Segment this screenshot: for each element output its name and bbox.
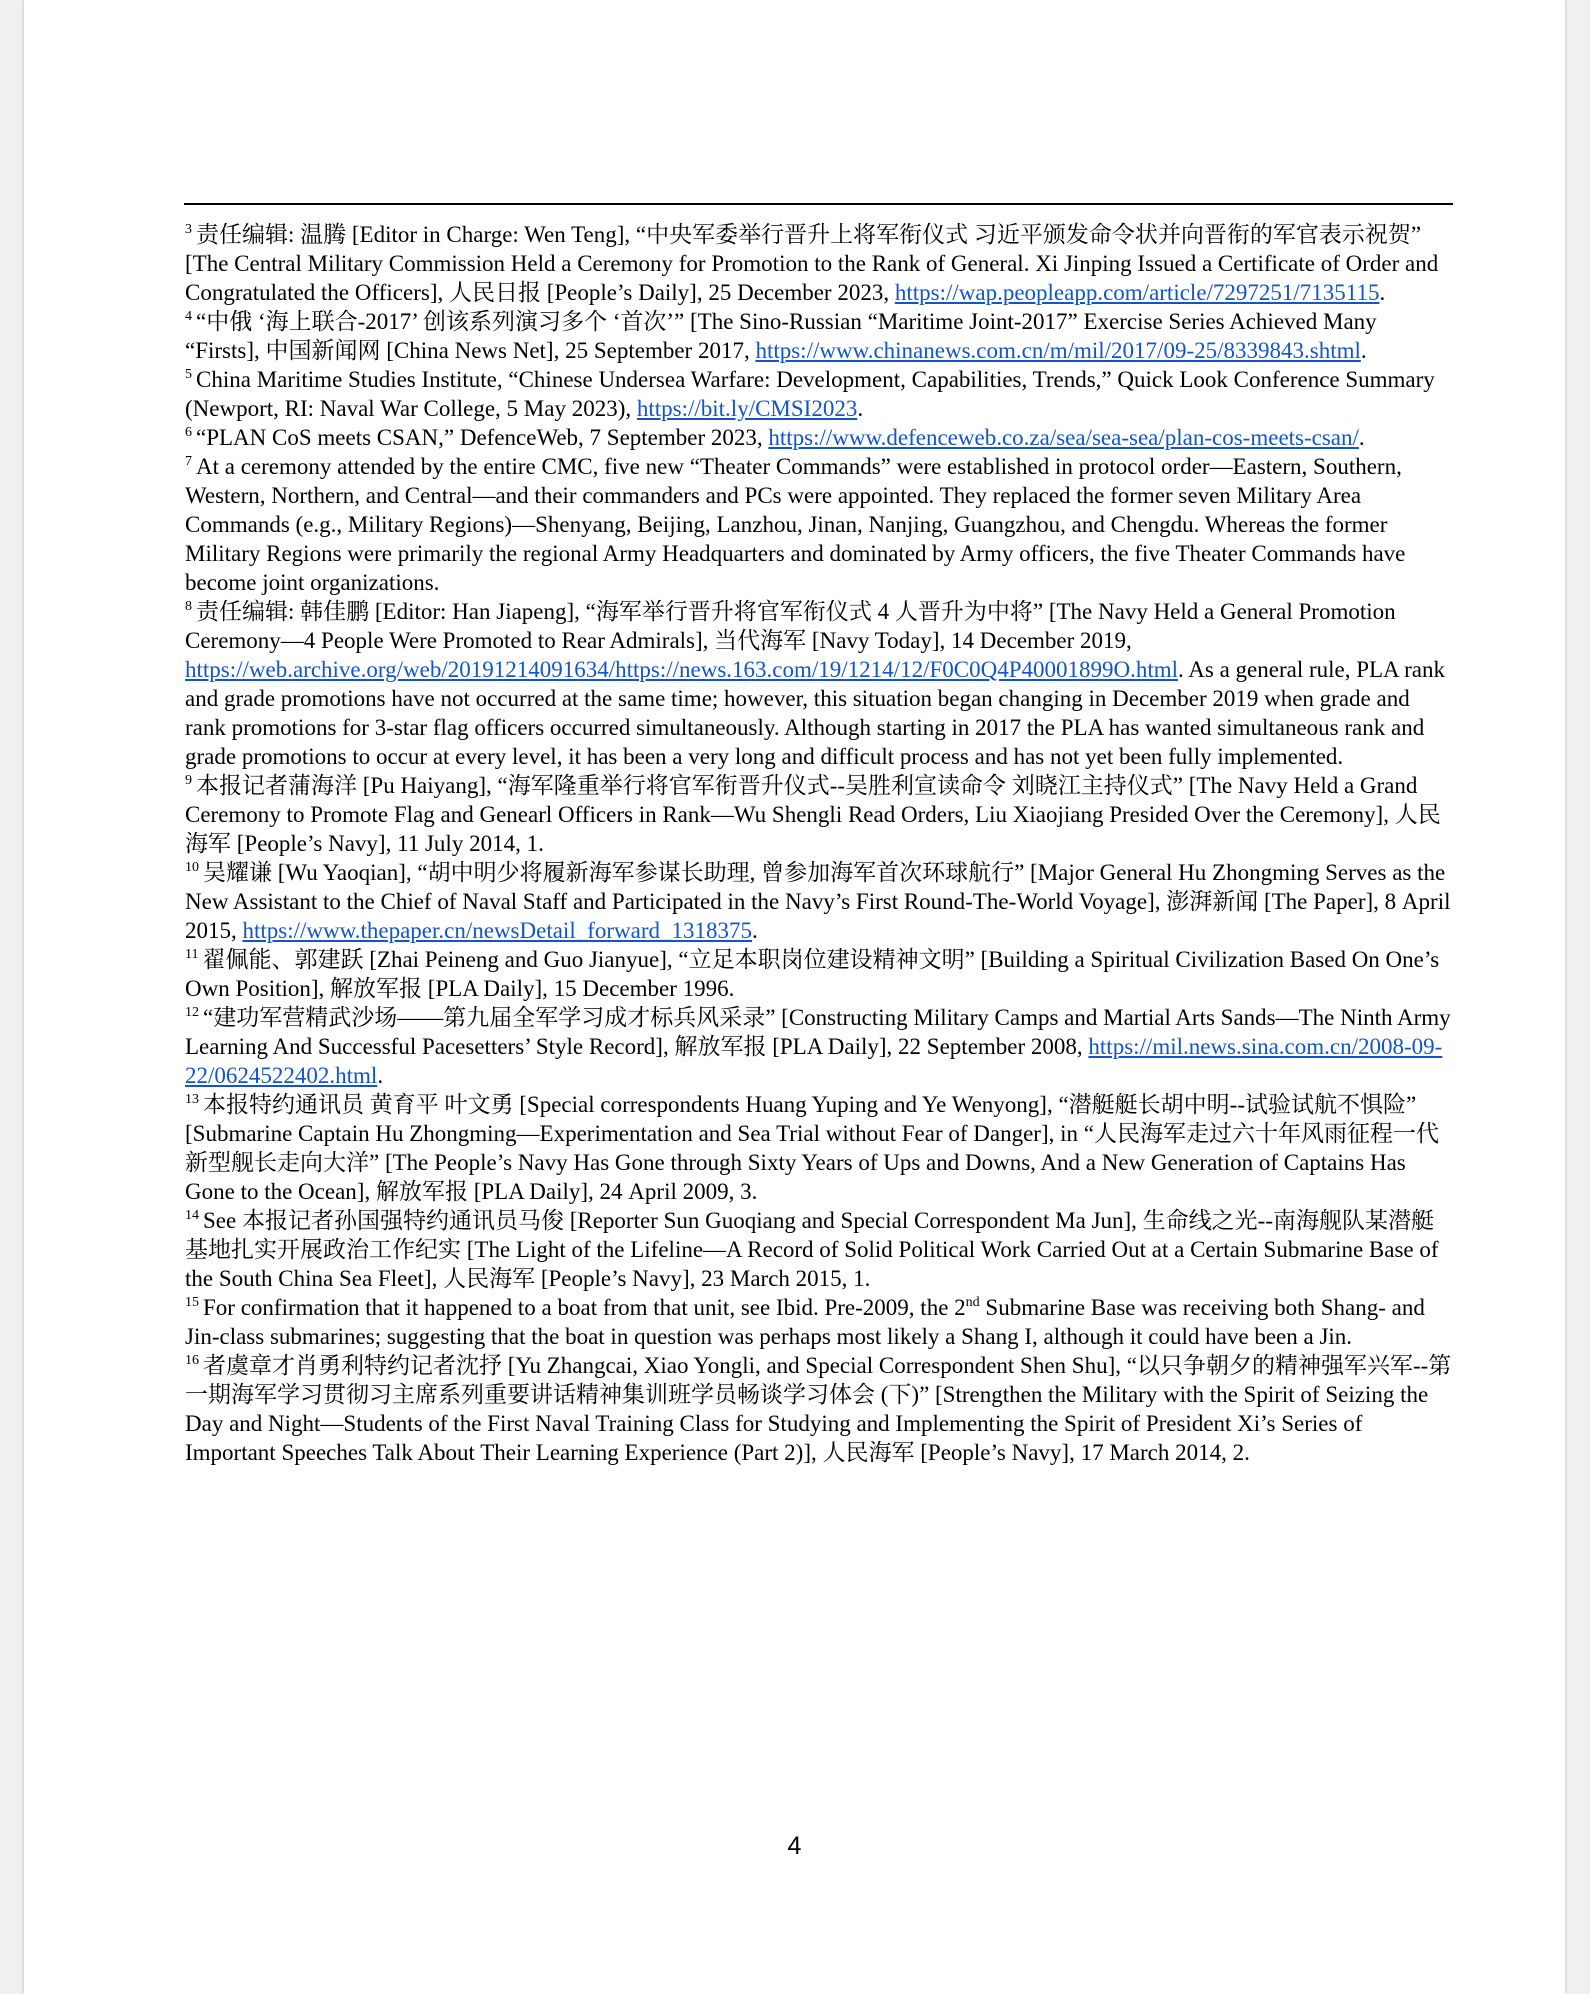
footnote-number: 10 (185, 860, 199, 875)
footnote-text: 本报特约通讯员 黄育平 叶文勇 [Special correspondents Huang Yuping and Ye Wenyong], “潜艇艇长胡中明--试验试航不惧险” [Submarine Captain Hu Zhongming—Experimentation and Sea Trial without Fear of Danger], in “人民海军走过六十年风雨征程一代新型舰长走向大洋” [The People’s Navy Has Gone through Sixty Years of Ups and Downs, And a New Generation of Captains Has Gone to the Ocean], 解放军报 [PLA Daily], 24 April 2009, 3. (185, 1092, 1439, 1204)
footnote-text-continued: Submarine Base was receiving both Shang- and Jin-class submarines; suggesting that the boat in question was perhaps most likely a Shang I, although it could have been a Jin. (185, 1295, 1425, 1349)
footnote-text: 翟佩能、郭建跃 [Zhai Peineng and Guo Jianyue], “立足本职岗位建设精神文明” [Building a Spiritual Civilization Based On One’s Own Position], 解放军报 [PLA Daily], 15 December 1996. (185, 947, 1440, 1001)
footnote-link[interactable]: https://mil.news.sina.com.cn/2008-09-22/0624522402.html (185, 1034, 1443, 1088)
ordinal-suffix: nd (965, 1295, 980, 1310)
footnote-number: 3 (185, 222, 192, 237)
footnote-8 (185, 597, 1455, 771)
footnote-text: “PLAN CoS meets CSAN,” DefenceWeb, 7 September 2023, (196, 425, 769, 450)
footnote-text: “中俄 ‘海上联合-2017’ 创该系列演习多个 ‘首次’” [The Sino-Russian “Maritime Joint-2017” Exercise Series Achieved Many “Firsts], 中国新闻网 [China News Net], 25 September 2017, (185, 309, 1377, 363)
footnote-text: “建功军营精武沙场——第九届全军学习成才标兵风采录” [Constructing Military Camps and Martial Arts Sands—The Ninth Army Learning And Successful Pacesetters’ Style Record], 解放军报 [PLA Daily], 22 September 2008, (185, 1005, 1451, 1059)
footnote-text-after: . As a general rule, PLA rank and grade promotions have not occurred at the same time; however, this situation began changing in December 2019 when grade and rank promotions for 3-star flag officers occurred simultaneously. Although starting in 2017 the PLA has wanted simultaneous rank and grade promotions to occur at every level, it has been a very long and difficult process and has not yet been fully implemented. (185, 657, 1446, 769)
footnote-separator (184, 203, 1453, 205)
footnote-link[interactable]: https://wap.peopleapp.com/article/7297251/7135115 (894, 280, 1380, 305)
footnote-text: 责任编辑: 温腾 [Editor in Charge: Wen Teng], “中央军委举行晋升上将军衔仪式 习近平颁发命令状并向晋衔的军官表示祝贺” [The Central Military Commission Held a Ceremony for Promotion to the Rank of General. Xi Jinping Issued a Certificate of Order and Congratulated the Officers], 人民日报 [People’s Daily], 25 December 2023, (185, 222, 1439, 305)
footnote-15 (185, 1293, 1455, 1351)
footnote-number: 8 (185, 599, 192, 614)
footnote-3 (185, 220, 1455, 307)
footnote-11 (185, 945, 1455, 1003)
footnote-number: 16 (185, 1353, 199, 1368)
page-number: 4 (787, 1832, 802, 1860)
footnote-text-after: . (377, 1063, 384, 1088)
footnote-text: 本报记者蒲海洋 [Pu Haiyang], “海军隆重举行将官军衔晋升仪式--吴胜利宣读命令 刘晓江主持仪式” [The Navy Held a Grand Ceremony to Promote Flag and Genearl Officers in Rank—Wu Shengli Read Orders, Liu Xiaojiang Presided Over the Ceremony], 人民海军 [People’s Navy], 11 July 2014, 1. (185, 773, 1441, 856)
footnote-number: 4 (185, 309, 192, 324)
footnote-link[interactable]: https://www.defenceweb.co.za/sea/sea-sea/plan-cos-meets-csan/ (768, 425, 1359, 450)
footnote-text-after: . (1358, 425, 1365, 450)
footnote-number: 7 (185, 454, 192, 469)
footnote-link[interactable]: https://bit.ly/CMSI2023 (636, 396, 858, 421)
footnote-link[interactable]: https://www.thepaper.cn/newsDetail_forward_1318375 (242, 918, 753, 943)
footnotes-section (185, 220, 1455, 1467)
footnote-text: China Maritime Studies Institute, “Chinese Undersea Warfare: Development, Capabilities, Trends,” Quick Look Conference Summary (Newport, RI: Naval War College, 5 May 2023), (185, 367, 1435, 421)
footnote-text: 者虞章才肖勇利特约记者沈抒 [Yu Zhangcai, Xiao Yongli, and Special Correspondent Shen Shu], “以只争朝夕的精神强军兴军--第一期海军学习贯彻习主席系列重要讲话精神集训班学员畅谈学习体会 (下)” [Strengthen the Military with the Spirit of Seizing the Day and Night—Students of the First Naval Training Class for Studying and Implementing the Spirit of President Xi’s Series of Important Speeches Talk About Their Learning Experience (Part 2)], 人民海军 [People’s Navy], 17 March 2014, 2. (185, 1353, 1452, 1465)
footnote-number: 11 (185, 947, 199, 962)
footnote-12 (185, 1003, 1455, 1090)
footnote-text: At a ceremony attended by the entire CMC, five new “Theater Commands” were established in protocol order—Eastern, Southern, Western, Northern, and Central—and their commanders and PCs were appointed. They replaced the former seven Military Area Commands (e.g., Military Regions)—Shenyang, Beijing, Lanzhou, Jinan, Nanjing, Guangzhou, and Chengdu. Whereas the former Military Regions were primarily the regional Army Headquarters and dominated by Army officers, the five Theater Commands have become joint organizations. (185, 454, 1406, 595)
footnote-10 (185, 858, 1455, 945)
footnote-text-after: . (752, 918, 758, 943)
footnote-text-after: . (1360, 338, 1367, 363)
footnote-text-after: . (857, 396, 864, 421)
footnote-number: 12 (185, 1005, 199, 1020)
footnote-number: 13 (185, 1092, 199, 1107)
footnote-14 (185, 1206, 1455, 1293)
footnote-16 (185, 1351, 1455, 1467)
footnote-link[interactable]: https://web.archive.org/web/20191214091634/https://news.163.com/19/1214/12/F0C0Q4P40001899O.html (185, 657, 1179, 682)
footnote-number: 6 (185, 425, 192, 440)
footnote-number: 15 (185, 1295, 199, 1310)
footnote-text-after: . (1379, 280, 1386, 305)
footnote-9 (185, 771, 1455, 858)
footnote-4 (185, 307, 1455, 365)
footnote-number: 9 (185, 773, 192, 788)
document-page (24, 0, 1565, 1994)
footnote-number: 14 (185, 1208, 199, 1223)
footnote-13 (185, 1090, 1455, 1206)
footnote-text: See 本报记者孙国强特约通讯员马俊 [Reporter Sun Guoqiang and Special Correspondent Ma Jun], 生命线之光--南海舰队某潜艇基地扎实开展政治工作纪实 [The Light of the Lifeline—A Record of Solid Political Work Carried Out at a Certain Submarine Base of the South China Sea Fleet], 人民海军 [People’s Navy], 23 March 2015, 1. (185, 1208, 1439, 1291)
footnote-text: 责任编辑: 韩佳鹏 [Editor: Han Jiapeng], “海军举行晋升将官军衔仪式 4 人晋升为中将” [The Navy Held a General Promotion Ceremony—4 People Were Promoted to Rear Admirals], 当代海军 [Navy Today], 14 December 2019, (185, 599, 1396, 653)
footnote-7 (185, 452, 1455, 597)
footnote-number: 5 (185, 367, 192, 382)
footnote-6 (185, 423, 1455, 452)
footnote-link[interactable]: https://www.chinanews.com.cn/m/mil/2017/09-25/8339843.shtml (755, 338, 1361, 363)
footnote-5 (185, 365, 1455, 423)
footnote-text: For confirmation that it happened to a boat from that unit, see Ibid. Pre-2009, the 2 (203, 1295, 966, 1320)
footnote-text: 吴耀谦 [Wu Yaoqian], “胡中明少将履新海军参谋长助理, 曾参加海军首次环球航行” [Major General Hu Zhongming Serves as the New Assistant to the Chief of Naval Staff and Participated in the Navy’s First Round-The-World Voyage], 澎湃新闻 [The Paper], 8 April 2015, (185, 860, 1451, 943)
